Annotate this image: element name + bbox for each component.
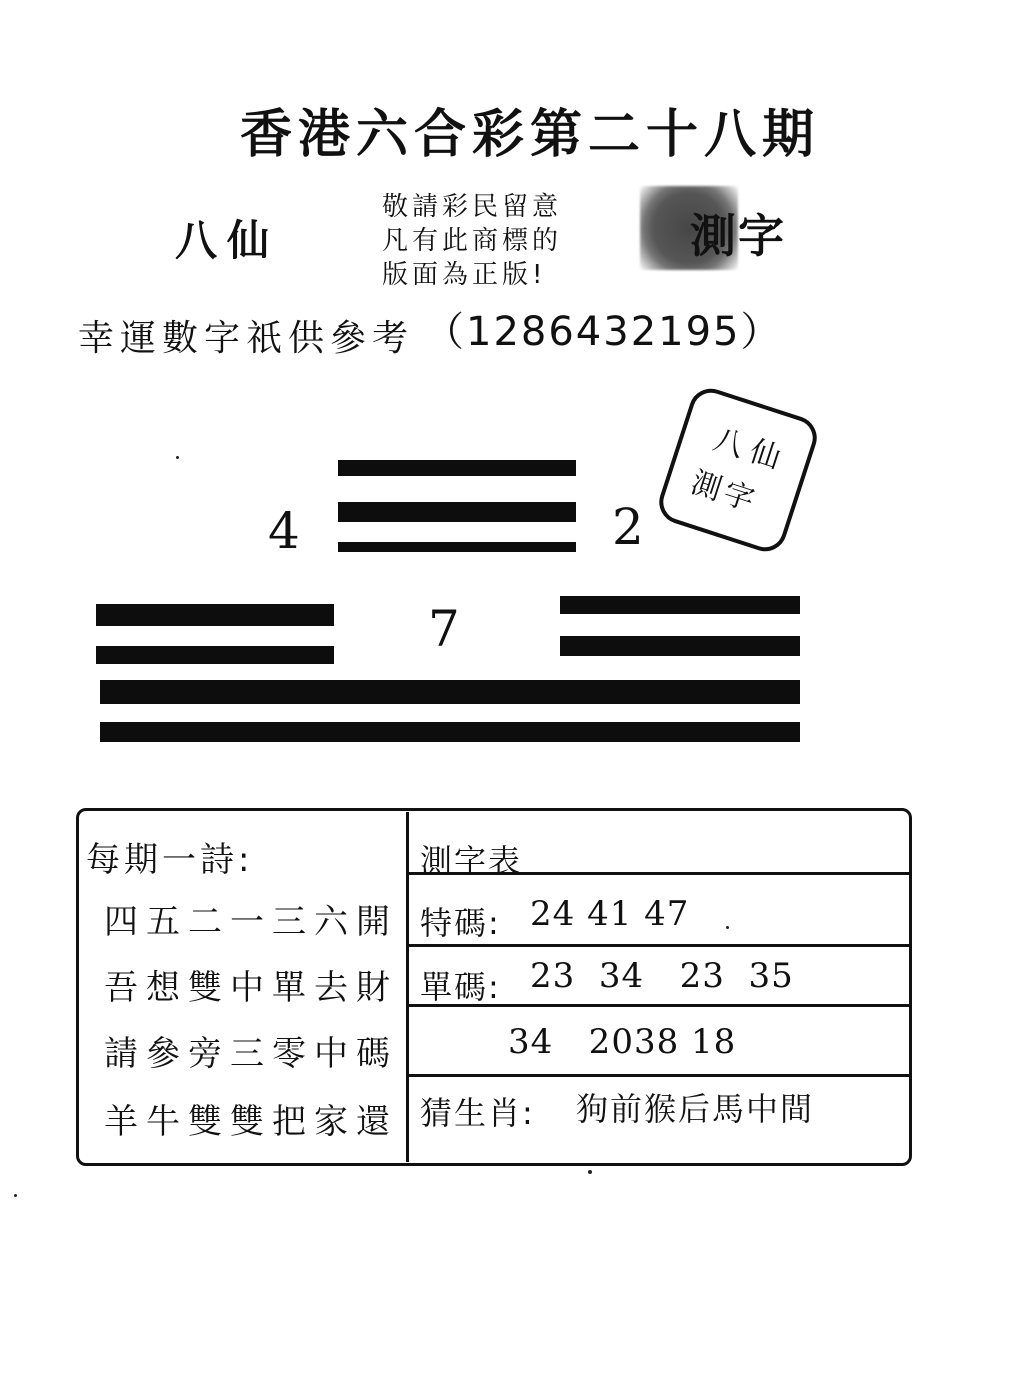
- left-bar-1: [96, 604, 334, 626]
- right-bar-2: [560, 636, 800, 656]
- logo-text: 測字: [690, 209, 786, 263]
- poem-line: 吾想雙中單去財: [104, 968, 398, 1008]
- scan-speck: [588, 1170, 592, 1174]
- right-bar-1: [560, 596, 800, 614]
- upper-bar-3: [338, 542, 576, 552]
- lucky-numbers-value: （1286432195）: [424, 309, 783, 355]
- stamp-line: 測字: [686, 465, 763, 520]
- long-bar-1: [100, 680, 800, 704]
- notice-line: 版面為正版!: [382, 260, 547, 290]
- scan-speck: [176, 456, 179, 459]
- poem-title: 每期一詩:: [86, 840, 254, 880]
- extra-number-value: 34 2038 18: [508, 1022, 737, 1062]
- table-row-divider: [408, 1074, 912, 1077]
- zodiac-label: 猜生肖:: [420, 1094, 535, 1132]
- stamp-line: 八仙: [709, 422, 793, 479]
- diagram-number-center: 7: [428, 600, 460, 658]
- left-bar-2: [96, 646, 334, 664]
- brand-name: 八仙: [175, 216, 280, 265]
- notice-line: 敬請彩民留意: [382, 192, 563, 222]
- upper-bar-1: [338, 460, 576, 476]
- notice-line: 凡有此商標的: [382, 226, 563, 256]
- poem-line: 羊牛雙雙把家還: [104, 1102, 398, 1142]
- table-row-divider: [408, 944, 912, 947]
- poem-line: 請參旁三零中碼: [104, 1034, 398, 1074]
- diagram-number-right: 2: [612, 498, 644, 556]
- zodiac-value: 狗前猴后馬中間: [576, 1090, 815, 1128]
- long-bar-2: [100, 722, 800, 742]
- lucky-numbers-label: 幸運數字祇供參考: [78, 318, 415, 359]
- scan-speck: [726, 926, 729, 929]
- table-divider: [406, 812, 409, 1162]
- diagram-number-left: 4: [268, 502, 300, 560]
- brand-stamp: [654, 383, 823, 557]
- single-number-label: 單碼:: [420, 968, 501, 1006]
- single-number-value: 23 34 23 35: [530, 956, 794, 996]
- special-number-label: 特碼:: [420, 904, 501, 942]
- authenticity-notice: [382, 190, 562, 292]
- table-title: 測字表: [420, 842, 523, 880]
- poem-line: 四五二一三六開: [104, 902, 398, 942]
- special-number-value: 24 41 47: [530, 894, 690, 934]
- page-title: 香港六合彩第二十八期: [240, 104, 821, 165]
- upper-bar-2: [338, 502, 576, 522]
- scan-speck: [14, 1194, 17, 1197]
